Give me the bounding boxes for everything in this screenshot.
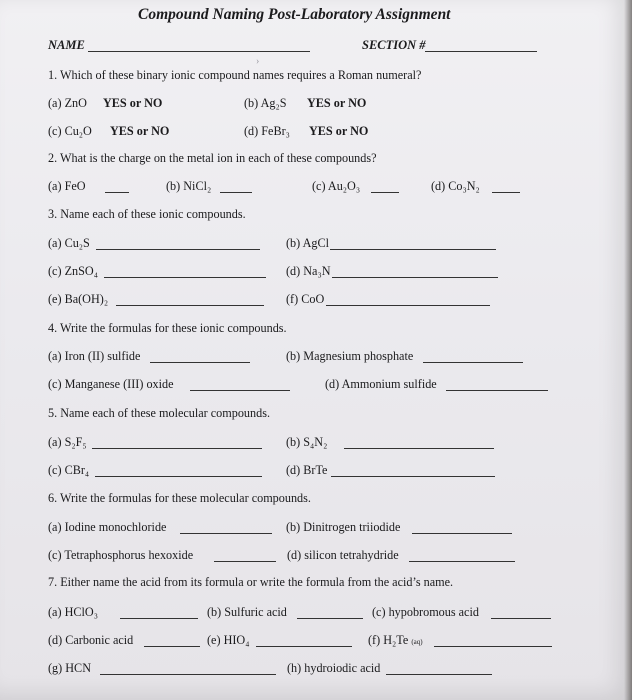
q5-d-label: (d) BrTe bbox=[286, 463, 328, 477]
q7-g-answer[interactable] bbox=[100, 674, 276, 675]
q3-b-answer[interactable] bbox=[330, 249, 496, 250]
q7-g-label: (g) HCN bbox=[48, 661, 91, 675]
name-label: NAME bbox=[48, 38, 85, 52]
q3-d-label: (d) Na₃N bbox=[286, 264, 331, 278]
q6-c-label: (c) Tetraphosphorus hexoxide bbox=[48, 548, 194, 562]
q3-prompt: 3. Name each of these ionic compounds. bbox=[48, 207, 246, 221]
q2-c-label: (c) Au₂O₃ bbox=[312, 179, 361, 193]
q7-f-formula: (f) H₂Te bbox=[368, 633, 409, 647]
q6-d-answer[interactable] bbox=[409, 561, 515, 562]
q1-d-label: (d) FeBr₃ bbox=[244, 124, 290, 138]
q5-b-answer[interactable] bbox=[344, 448, 494, 449]
q7-d-answer[interactable] bbox=[144, 646, 200, 647]
q2-b-label: (b) NiCl₂ bbox=[166, 179, 212, 193]
q7-f-label bbox=[368, 633, 423, 649]
q3-b-label: (b) AgCl bbox=[286, 236, 329, 250]
q2-b-answer[interactable] bbox=[220, 192, 252, 193]
q7-a-label: (a) HClO₃ bbox=[48, 605, 98, 619]
q4-d-answer[interactable] bbox=[446, 390, 548, 391]
name-field[interactable] bbox=[88, 51, 310, 52]
q7-h-label: (h) hydroiodic acid bbox=[287, 661, 381, 675]
q5-a-answer[interactable] bbox=[92, 448, 262, 449]
q3-e-label: (e) Ba(OH)₂ bbox=[48, 292, 109, 306]
section-field[interactable] bbox=[425, 51, 537, 52]
q7-b-label: (b) Sulfuric acid bbox=[207, 605, 287, 619]
q6-d-label: (d) silicon tetrahydride bbox=[287, 548, 399, 562]
q3-c-answer[interactable] bbox=[104, 277, 266, 278]
q1-d-choices[interactable]: YES or NO bbox=[309, 124, 369, 138]
q7-b-answer[interactable] bbox=[297, 618, 363, 619]
q4-b-label: (b) Magnesium phosphate bbox=[286, 349, 414, 363]
q1-a-label: (a) ZnO bbox=[48, 96, 87, 110]
q4-d-label: (d) Ammonium sulfide bbox=[325, 377, 437, 391]
q1-a-choices[interactable]: YES or NO bbox=[103, 96, 163, 110]
q4-c-label: (c) Manganese (III) oxide bbox=[48, 377, 174, 391]
q4-prompt: 4. Write the formulas for these ionic compounds. bbox=[48, 321, 287, 335]
paper-edge-shadow bbox=[624, 0, 632, 700]
q7-a-answer[interactable] bbox=[120, 618, 198, 619]
q1-b-choices[interactable]: YES or NO bbox=[307, 96, 367, 110]
q4-a-label: (a) Iron (II) sulfide bbox=[48, 349, 141, 363]
q6-b-answer[interactable] bbox=[412, 533, 512, 534]
q7-e-label: (e) HIO₄ bbox=[207, 633, 250, 647]
q3-a-answer[interactable] bbox=[96, 249, 260, 250]
q2-d-answer[interactable] bbox=[492, 192, 520, 193]
q2-a-label: (a) FeO bbox=[48, 179, 86, 193]
q3-a-label: (a) Cu₂S bbox=[48, 236, 90, 250]
q1-c-label: (c) Cu₂O bbox=[48, 124, 92, 138]
q7-e-answer[interactable] bbox=[256, 646, 352, 647]
q6-c-answer[interactable] bbox=[214, 561, 276, 562]
q5-d-answer[interactable] bbox=[331, 476, 495, 477]
q5-a-label: (a) S₂F₅ bbox=[48, 435, 87, 449]
q7-d-label: (d) Carbonic acid bbox=[48, 633, 134, 647]
q2-d-label: (d) Co₃N₂ bbox=[431, 179, 480, 193]
worksheet-title: Compound Naming Post-Laboratory Assignment bbox=[138, 6, 451, 23]
q5-b-label: (b) S₄N₂ bbox=[286, 435, 328, 449]
q4-a-answer[interactable] bbox=[150, 362, 250, 363]
q3-f-answer[interactable] bbox=[326, 305, 490, 306]
q6-prompt: 6. Write the formulas for these molecular compounds. bbox=[48, 491, 311, 505]
q7-prompt: 7. Either name the acid from its formula or write the formula from the acid’s name. bbox=[48, 575, 454, 589]
q1-b-label: (b) Ag₂S bbox=[244, 96, 287, 110]
pencil-mark: › bbox=[256, 56, 260, 67]
q2-a-answer[interactable] bbox=[105, 192, 129, 193]
q5-prompt: 5. Name each of these molecular compounds. bbox=[48, 406, 271, 420]
q6-a-answer[interactable] bbox=[180, 533, 272, 534]
section-label: SECTION # bbox=[362, 38, 426, 52]
q6-b-label: (b) Dinitrogen triiodide bbox=[286, 520, 401, 534]
q1-prompt: 1. Which of these binary ionic compound names requires a Roman numeral? bbox=[48, 68, 422, 82]
q1-c-choices[interactable]: YES or NO bbox=[110, 124, 170, 138]
q4-b-answer[interactable] bbox=[423, 362, 523, 363]
q5-c-label: (c) CBr₄ bbox=[48, 463, 90, 477]
q4-c-answer[interactable] bbox=[190, 390, 290, 391]
q3-f-label: (f) CoO bbox=[286, 292, 325, 306]
q7-f-answer[interactable] bbox=[434, 646, 552, 647]
q7-c-label: (c) hypobromous acid bbox=[372, 605, 479, 619]
q2-c-answer[interactable] bbox=[371, 192, 399, 193]
q3-c-label: (c) ZnSO₄ bbox=[48, 264, 98, 278]
q3-e-answer[interactable] bbox=[116, 305, 264, 306]
q6-a-label: (a) Iodine monochloride bbox=[48, 520, 167, 534]
q3-d-answer[interactable] bbox=[332, 277, 498, 278]
q7-c-answer[interactable] bbox=[491, 618, 551, 619]
q7-f-state: (aq) bbox=[411, 638, 423, 646]
q7-h-answer[interactable] bbox=[386, 674, 492, 675]
q5-c-answer[interactable] bbox=[95, 476, 262, 477]
q2-prompt: 2. What is the charge on the metal ion in each of these compounds? bbox=[48, 151, 377, 165]
